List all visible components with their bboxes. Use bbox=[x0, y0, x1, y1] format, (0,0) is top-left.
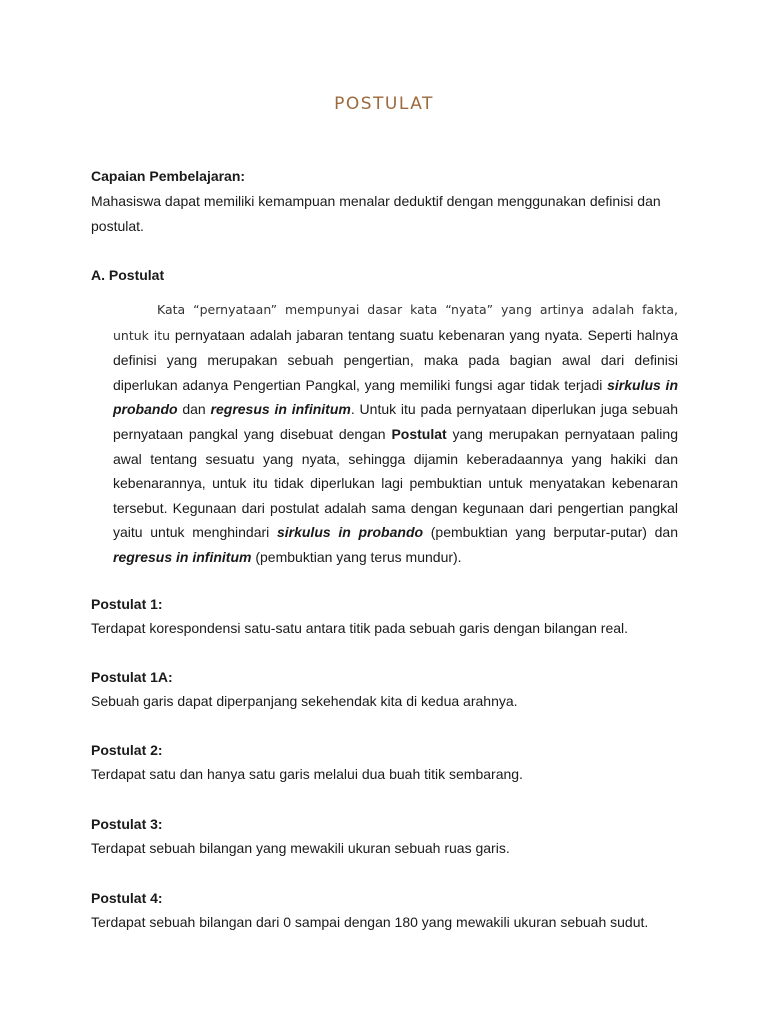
postulat-item bbox=[91, 740, 691, 784]
term-sirkulus: sirkulus in probando bbox=[113, 376, 678, 418]
term-sirkulus: sirkulus in probando bbox=[276, 524, 424, 541]
postulat-text: Sebuah garis dapat diperpanjang sekehendak kita di kedua arahnya. bbox=[91, 693, 518, 709]
postulat-text: Terdapat sebuah bilangan dari 0 sampai dengan 180 yang mewakili ukuran sebuah sudut. bbox=[91, 914, 649, 930]
postulat-item bbox=[91, 888, 691, 932]
paragraph-text: yang merupakan pernyataan paling awal tentang sesuatu yang nyata, sehingga dijamin keberadaannya yang hakiki dan kebenarannya, untuk itu tidak diperlukan lagi pembuktian untuk menyatakan kebenaran tersebut. Kegunaan dari postulat adalah sama dengan kegunaan dari pengertian pangkal yaitu untuk menghindari bbox=[113, 425, 678, 541]
paragraph-text: (pembuktian yang berputar-putar) dan bbox=[423, 524, 678, 541]
paragraph-text: . Untuk itu pada pernyataan diperlukan juga sebuah pernyataan pangkal yang disebuat dengan bbox=[113, 401, 678, 442]
postulat-item bbox=[91, 594, 691, 638]
postulat-text: Terdapat korespondensi satu-satu antara titik pada sebuah garis dengan bilangan real. bbox=[91, 620, 629, 636]
term-regresus: regresus in infinitum bbox=[113, 548, 252, 565]
postulat-text: Terdapat sebuah bilangan yang mewakili ukuran sebuah ruas garis. bbox=[91, 840, 510, 856]
paragraph-text: pernyataan adalah jabaran tentang suatu kebenaran yang nyata. Seperti halnya definisi yang merupakan sebuah pengertian, maka pada bagian awal dari definisi diperlukan adanya Pengertian Pangkal, yang memiliki fungsi agar tidak terjadi bbox=[113, 326, 678, 393]
document-title: POSTULAT bbox=[334, 94, 434, 114]
term-postulat: Postulat bbox=[391, 425, 447, 442]
postulat-label: Postulat 1A: bbox=[91, 669, 173, 685]
section-a-heading: A. Postulat bbox=[91, 267, 165, 283]
postulat-label: Postulat 3: bbox=[91, 816, 163, 832]
capaian-heading: Capaian Pembelajaran: bbox=[91, 168, 246, 184]
postulat-label: Postulat 4: bbox=[91, 890, 163, 906]
postulat-text: Terdapat satu dan hanya satu garis melalui dua buah titik sembarang. bbox=[91, 766, 523, 782]
postulat-item bbox=[91, 814, 691, 858]
paragraph-first-line: Kata “pernyataan” mempunyai dasar kata “nyata” yang artinya adalah fakta, untuk itu bbox=[113, 302, 678, 343]
postulat-label: Postulat 2: bbox=[91, 742, 163, 758]
paragraph-text: dan bbox=[177, 401, 211, 418]
postulat-item bbox=[91, 667, 691, 711]
section-a-paragraph bbox=[113, 297, 678, 570]
paragraph-text: (pembuktian yang terus mundur). bbox=[251, 548, 462, 565]
postulat-label: Postulat 1: bbox=[91, 596, 163, 612]
term-regresus: regresus in infinitum bbox=[210, 401, 351, 418]
capaian-text: Mahasiswa dapat memiliki kemampuan menalar deduktif dengan menggunakan definisi dan postulat. bbox=[91, 193, 661, 234]
